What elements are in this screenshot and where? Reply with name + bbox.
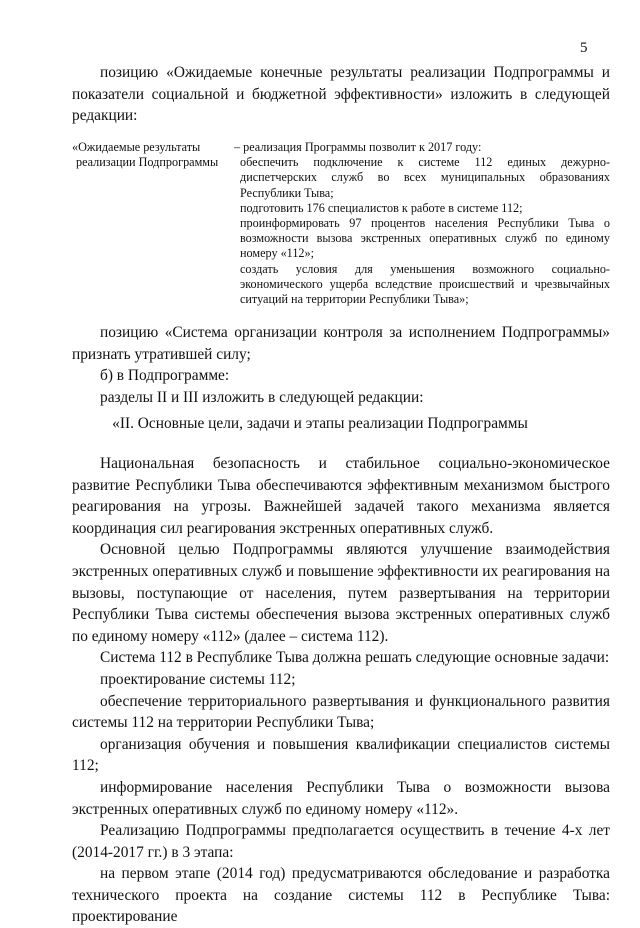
table-item: обеспечить подключение к системе 112 единых дежурно-диспетчерских служб во всех муниципальных образованиях Республики Тыва; <box>240 155 610 200</box>
body-block <box>72 453 610 928</box>
paragraph: разделы II и III изложить в следующей редакции: <box>100 388 424 406</box>
page-number: 5 <box>580 40 588 56</box>
middle-block <box>72 322 610 408</box>
paragraph: проектирование системы 112; <box>100 670 296 688</box>
paragraph: позицию «Система организации контроля за исполнением Подпрограммы» признать утратившей силу; <box>72 324 610 363</box>
table-item: создать условия для уменьшения возможного социально-экономического ущерба вследствие происшествий и чрезвычайных ситуаций на территории Республики Тыва»; <box>240 261 610 307</box>
intro-paragraph: позицию «Ожидаемые конечные результаты реализации Подпрограммы и показатели социальной и бюджетной эффективности» изложить в следующей редакции: <box>72 64 610 125</box>
paragraph: информирование населения Республики Тыва о возможности вызова экстренных оперативных служб по единому номеру «112». <box>72 778 610 818</box>
paragraph: Основной целью Подпрограммы являются улучшение взаимодействия экстренных оперативных служб и повышение эффективности их реагирования на вызовы, поступающие от населения, путем развертывания на территории Республики Тыва системы обеспечения вызова экстренных оперативных служб по единому номеру «112» (далее – система 112). <box>72 541 610 645</box>
table-left-label-line2: реализации Подпрограммы <box>76 155 219 170</box>
table-item: – реализация Программы позволит к 2017 году: <box>234 140 482 154</box>
paragraph: б) в Подпрограмме: <box>100 367 230 385</box>
table-left-label-line1: «Ожидаемые результаты <box>72 140 201 154</box>
table-right-content <box>234 140 610 307</box>
table-left-label <box>72 140 222 170</box>
section-heading: «II. Основные цели, задачи и этапы реализации Подпрограммы <box>112 415 528 432</box>
paragraph: Реализацию Подпрограммы предполагается осуществить в течение 4-х лет (2014-2017 гг.) в 3 этапа: <box>72 822 610 861</box>
paragraph: организация обучения и повышения квалификации специалистов системы 112; <box>72 735 610 775</box>
paragraph: на первом этапе (2014 год) предусматриваются обследование и разработка технического проекта на создание системы 112 в Республике Тыва: проектирование <box>72 865 610 926</box>
paragraph: Система 112 в Республике Тыва должна решать следующие основные задачи: <box>100 649 610 667</box>
table-item: подготовить 176 специалистов к работе в системе 112; <box>240 200 523 215</box>
paragraph: Национальная безопасность и стабильное социально-экономическое развитие Республики Тыва обеспечиваются эффективным механизмом быстрого реагирования на угрозы. Важнейшей задачей такого механизма является координация сил реагирования экстренных оперативных служб. <box>72 455 610 537</box>
table-item: проинформировать 97 процентов населения Республики Тыва о возможности вызова экстренных оперативных служб по единому номеру «112»; <box>240 216 610 261</box>
intro-block <box>72 62 610 127</box>
paragraph: обеспечение территориального развертывания и функционального развития системы 112 на территории Республики Тыва; <box>72 692 610 732</box>
